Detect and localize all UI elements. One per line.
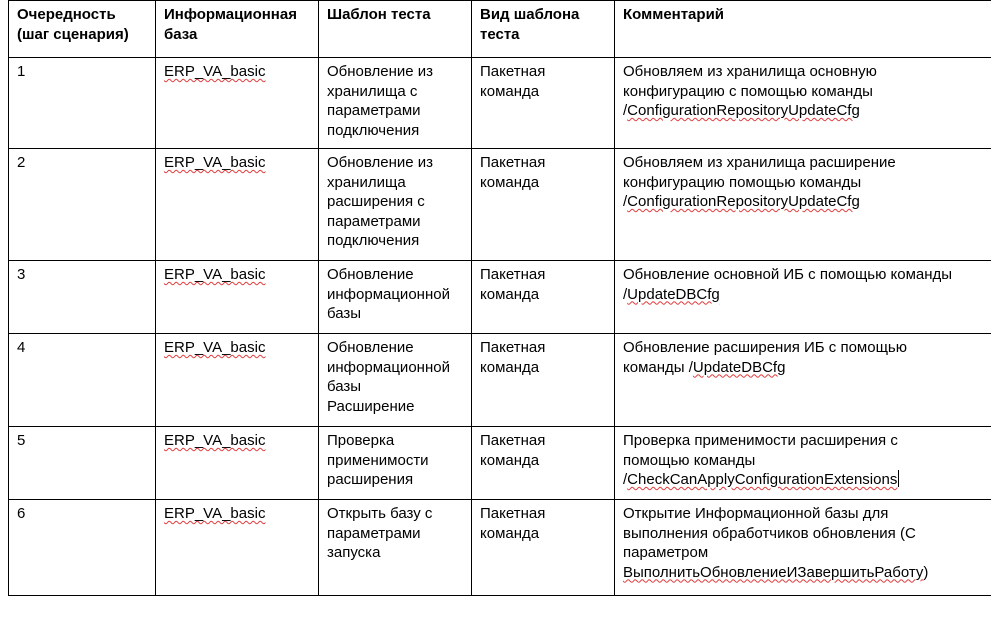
comment-text: Обновляем из хранилища основную конфигурацию с помощью команды /: [623, 63, 877, 119]
cell-infobase: [156, 149, 319, 261]
cell-comment: [615, 58, 991, 149]
comment-text: Обновляем из хранилища расширение конфигурацию помощью команды /: [623, 154, 896, 210]
infobase-name: ERP_VA_basic: [164, 432, 266, 449]
comment-command: UpdateDBCfg: [692, 358, 786, 376]
header-comment: Комментарий: [615, 1, 991, 58]
infobase-name: ERP_VA_basic: [164, 63, 266, 80]
cell-step: 4: [9, 334, 156, 427]
comment-command: CheckCanApplyConfigurationExtensions: [627, 471, 898, 488]
cell-template-kind: Пакетная команда: [472, 500, 615, 596]
table-header-row: [9, 1, 991, 58]
cell-comment: [615, 500, 991, 596]
cell-template-kind: Пакетная команда: [472, 261, 615, 334]
cell-infobase: [156, 334, 319, 427]
comment-text: Проверка применимости расширения с помощью команды /: [623, 432, 898, 488]
comment-text: Обновление основной ИБ с помощью команды /: [623, 266, 953, 303]
cell-template: Обновление информационной базы: [319, 261, 472, 334]
comment-text: Обновление расширения ИБ с помощью команды /: [623, 339, 907, 376]
cell-infobase: [156, 500, 319, 596]
cell-template: Обновление из хранилища с параметрами подключения: [319, 58, 472, 149]
cell-step: 2: [9, 149, 156, 261]
header-template-kind: Вид шаблона теста: [472, 1, 615, 58]
cell-template-kind: Пакетная команда: [472, 334, 615, 427]
infobase-name: ERP_VA_basic: [164, 339, 266, 356]
cell-template: Открыть базу с параметрами запуска: [319, 500, 472, 596]
comment-command: UpdateDBCfg: [627, 285, 720, 303]
table-row: [9, 261, 991, 334]
infobase-name: ERP_VA_basic: [164, 505, 266, 522]
cell-comment: [615, 261, 991, 334]
cell-step: 1: [9, 58, 156, 149]
comment-text: Открытие Информационной базы для выполнения обработчиков обновления (С параметром: [623, 505, 916, 561]
table-row: [9, 149, 991, 261]
table-row: [9, 334, 991, 427]
table-row: [9, 58, 991, 149]
cell-step: 6: [9, 500, 156, 596]
header-step: Очередность (шаг сценария): [9, 1, 156, 58]
cell-step: 3: [9, 261, 156, 334]
text-cursor: [898, 470, 899, 487]
comment-command: ConfigurationRepositoryUpdateCfg: [627, 102, 860, 119]
infobase-name: ERP_VA_basic: [164, 266, 266, 283]
header-template: Шаблон теста: [319, 1, 472, 58]
table-row: [9, 500, 991, 596]
cell-step: 5: [9, 427, 156, 500]
comment-command: ВыполнитьОбновлениеИЗавершитьРаботу: [623, 563, 924, 581]
cell-template-kind: Пакетная команда: [472, 149, 615, 261]
cell-comment: [615, 427, 991, 500]
cell-template: Обновление информационной базы Расширение: [319, 334, 472, 427]
cell-infobase: [156, 427, 319, 500]
cell-template-kind: Пакетная команда: [472, 427, 615, 500]
header-infobase: Информационная база: [156, 1, 319, 58]
cell-infobase: [156, 58, 319, 149]
cell-infobase: [156, 261, 319, 334]
scenario-table: [8, 0, 991, 596]
cell-template-kind: Пакетная команда: [472, 58, 615, 149]
cell-template: Проверка применимости расширения: [319, 427, 472, 500]
cell-template: Обновление из хранилища расширения с параметрами подключения: [319, 149, 472, 261]
comment-tail: ): [923, 563, 929, 581]
table-row: [9, 427, 991, 500]
comment-command: ConfigurationRepositoryUpdateCfg: [627, 193, 860, 210]
cell-comment: [615, 149, 991, 261]
infobase-name: ERP_VA_basic: [164, 154, 266, 171]
cell-comment: [615, 334, 991, 427]
